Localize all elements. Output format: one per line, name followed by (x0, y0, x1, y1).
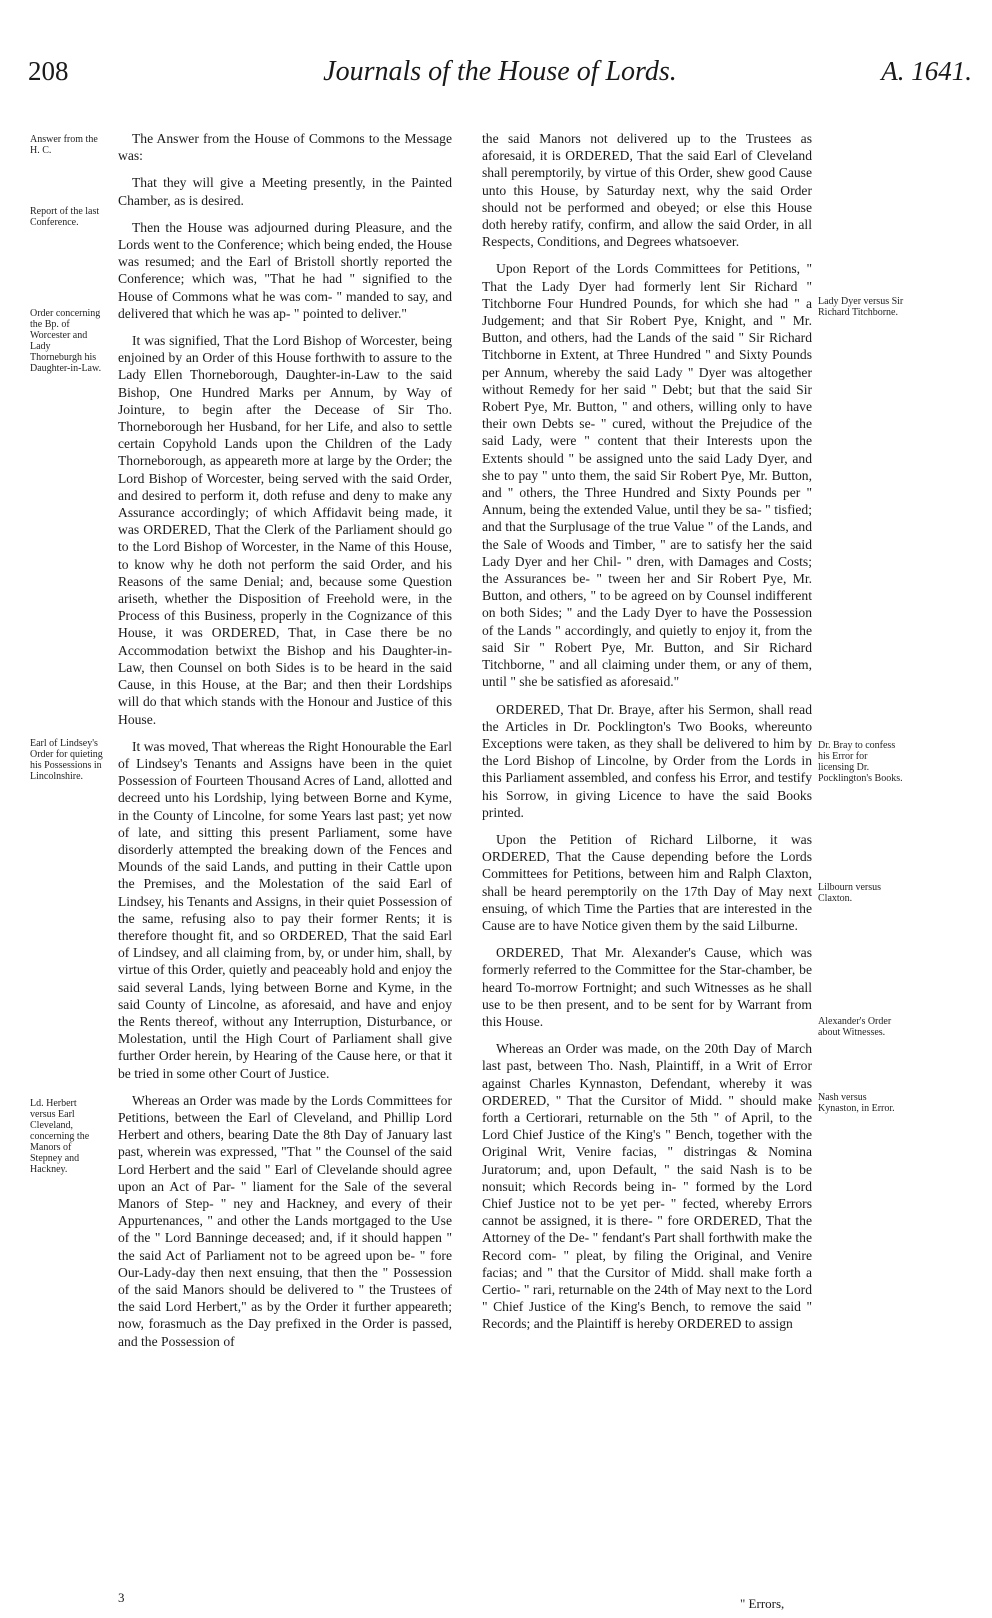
paragraph: Then the House was adjourned during Pleasure, and the Lords went to the Conference; which being ended, the House was resumed; and the Earl of Bristoll shortly reported the Conference; which was, "That he had " signified to the House of Commons what he was com- " manded to say, and delivered that which he was ap- " pointed to deliver." (118, 219, 452, 321)
right-column (482, 130, 812, 1343)
margin-note: Report of the last Conference. (30, 206, 100, 228)
catchword: " Errors, (740, 1596, 785, 1611)
paragraph: ORDERED, That Mr. Alexander's Cause, which was formerly referred to the Committee for the Star-chamber, be heard To-morrow Fortnight; and such Witnesses as he shall use to be then present, and to be sent for by Warrant from this House. (482, 945, 812, 1029)
signature-mark: 3 (118, 1590, 125, 1605)
paragraph: Whereas an Order was made, on the 20th Day of March last past, between Tho. Nash, Plaintiff, in a Writ of Error against Charles Kynnaston, Defendant, whereby it was ORDERED, " That the Cursitor of Midd. " should make forth a Certiorari, returnable on the 5th " of April, to the Lord Chief Justice of the King's " Bench, together with the Original Writ, Venire facias, " distringas & Nomina Juratorum; and, upon Default, " the said Nash is to be nonsuit; which Records being in- " formed by the Lord Chief Justice not to be yet per- " fected, whereby Errors cannot be assigned, it is there- " fore ORDERED, That the Attorney of the De- " fendant's Part shall forthwith make the Record com- " pleat, by filing the Original, and Venire facias; and " that the Cursitor of Midd. shall make forth a Certio- " rari, returnable on the 24th of May next to the Lord " Chief Justice of the King's Bench, to remove the said " Records; and the Plaintiff is hereby ORDERED to assign (482, 1041, 812, 1332)
running-title: Journals of the House of Lords. (323, 56, 677, 87)
page-header (28, 56, 972, 100)
margin-note: Alexander's Order about Witnesses. (818, 1016, 892, 1038)
left-column (118, 130, 452, 1360)
margin-note: Lady Dyer versus Sir Richard Titchborne. (818, 296, 904, 318)
margin-note: Order concerning the Bp. of Worcester and Lady Thorneburgh his Daughter-in-Law. (30, 308, 102, 374)
paragraph: It was moved, That whereas the Right Honourable the Earl of Lindsey's Tenants and Assigns have been in the quiet Possession of Fourteen Thousand Acres of Land, allotted and decreed unto his Lordship, lying between Borne and Kyme, in the County of Lincolne, for some Years last past; yet now of late, and sitting this present Parliament, some have disorderly attempted the breaking down of the Fences and Mounds of the said Lands, and putting in their Cattle upon the Premises, and the Molestation of the said Earl of Lindsey, his Tenants and Assigns, in their quiet Possession of the same, refusing also to pay their former Rents; it is therefore thought fit, and so ORDERED, That the said Earl of Lindsey, and all claiming from, by, or under him, shall, by virtue of this Order, quietly and peaceably hold and enjoy the said several Lands, lying between Borne and Kyme, in the said County of Lincolne, as aforesaid, and have and enjoy the Rents thereof, without any Interruption, Disturbance, or Molestation, until the High Court of Parliament shall give further Order herein, by Hearing of the Cause here, or that it be tried in some other Court of Justice. (118, 738, 452, 1081)
margin-note: Ld. Herbert versus Earl Cleveland, concerning the Manors of Stepney and Hackney. (30, 1098, 90, 1175)
paragraph: Whereas an Order was made by the Lords Committees for Petitions, between the Earl of Cleveland, and Phillip Lord Herbert and others, bearing Date the 8th Day of January last past, wherein was expressed, "That " the Counsel of the said Lord Herbert and the said " Earl of Clevelande should agree upon an Act of Par- " liament for the Sale of the several Manors of Step- " ney and Hackney, and every of their Appurtenances, " and other the Lands mortgaged to the Use of the " Lord Banninge deceased; and, if it should happen " the said Act of Parliament not to be agreed upon be- " fore Our-Lady-day then next ensuing, that then the " Possession of the said Manors should be delivered to " the Trustees of the said Lord Herbert," as by the Order it further appeareth; now, forasmuch as the Day prefixed in the Order is passed, and the Possession of (118, 1092, 452, 1349)
paragraph: ORDERED, That Dr. Braye, after his Sermon, shall read the Articles in Dr. Pocklington's Two Books, whereunto Exceptions were taken, as they shall be delivered to him by the Lord Bishop of Lincolne, by Order from the Lords in this Parliament assembled, and confess his Error, and testify his Sorrow, in giving Licence to have the said Books printed. (482, 701, 812, 820)
margin-note: Nash versus Kynaston, in Error. (818, 1092, 895, 1114)
margin-note: Earl of Lindsey's Order for quieting his Possessions in Lincolnshire. (30, 738, 103, 782)
paragraph: the said Manors not delivered up to the Trustees as aforesaid, it is ORDERED, That the said Earl of Cleveland shall peremptorily, by virtue of this Order, shew good Cause unto this House, by Saturday next, why the said Order should not be performed and obeyed; or else this House doth hereby ratify, confirm, and allow the said Order, in all Respects, Conditions, and Degrees whatsoever. (482, 131, 812, 250)
paragraph: That they will give a Meeting presently, in the Painted Chamber, as is desired. (118, 175, 452, 208)
year-label: A. 1641. (881, 56, 972, 86)
margin-note: Lilbourn versus Claxton. (818, 882, 882, 904)
margin-note: Answer from the H. C. (30, 134, 98, 156)
paragraph: Upon the Petition of Richard Lilborne, it was ORDERED, That the Cause depending before the Lords Committees for Petitions, between him and Ralph Claxton, shall be heard peremptorily on the 17th Day of May next ensuing, of which Time the Parties that are interested in the Cause are to have Notice given them by the said Lilburne. (482, 831, 812, 933)
margin-note: Dr. Bray to confess his Error for licensing Dr. Pocklington's Books. (818, 740, 903, 784)
paragraph: Upon Report of the Lords Committees for Petitions, " That the Lady Dyer had formerly lent Sir Richard " Titchborne Four Hundred Pounds, for which she had " a Judgement; and that Sir Robert Pye, Knight, and " Mr. Button, and others, had the Lands of the said " Sir Richard Titchborne in Extent, at Three Hundred " and Sixty Pounds per Annum, whereby the said Lady " Dyer was altogether without Remedy for her said " Debt; but that the said Sir Robert Pye, Mr. Button, " and others, willing only to have their own Debts se- " cured, without the Prejudice of the said Lady, were " content that their Interests upon the Extents should " be assigned unto the said Lady Dyer, and she to pay " unto them, the said Sir Robert Pye, Mr. Button, and " others, the Three Hundred and Sixty Pounds per " Annum, being the extended Value, until they be sa- " tisfied; and that the Surplusage of the true Value " of the Lands, and the Sale of Woods and Timber, " are to satisfy her the said Lady Dyer and her Chil- " dren, with Damages and Costs; the Assurances be- " tween her and Sir Robert Pye, Mr. Button, and others, " to be agreed on by Counsel indifferent on both Sides; " and the Lady Dyer to have the Possession of the Lands " accordingly, and quietly to enjoy it, from the said Sir " Robert Pye, Mr. Button, and Sir Richard Titchborne, " and all claiming under them, or any of them, until " she be satisfied as aforesaid." (482, 261, 812, 690)
paragraph: The Answer from the House of Commons to the Message was: (118, 131, 452, 164)
paragraph: It was signified, That the Lord Bishop of Worcester, being enjoined by an Order of this House forthwith to assure to the Lady Ellen Thorneborough, Daughter-in-Law to the said Bishop, One Hundred Marks per Annum, by Way of Jointure, to begin after the Decease of Sir Tho. Thorneborough her Husband, for her Life, and also to settle certain Copyhold Lands upon the Children of the Lady Thorneborough, as appeareth more at large by the Order; the Lord Bishop of Worcester, being served with the said Order, and desired to perform it, doth refuse and deny to make any Assurance accordingly; of which Affidavit being made, it was ORDERED, That the Clerk of the Parliament should go to the Lord Bishop of Worcester, in the Name of this House, to know why he doth not perform the said Order, and his Reasons of the same Denial; and, because some Question ariseth, whether the Disposition of Freehold were, in the Process of this Business, properly in the Cognizance of this House, it was ORDERED, That, in Case there be no Accommodation betwixt the Bishop and his Daughter-in-Law, then Counsel on both Sides is to be heard in the said Cause, in this House, at the Bar; and then their Lordships will do that which stands with the Honour and Justice of this House. (118, 333, 452, 727)
page-number: 208 (28, 56, 69, 86)
